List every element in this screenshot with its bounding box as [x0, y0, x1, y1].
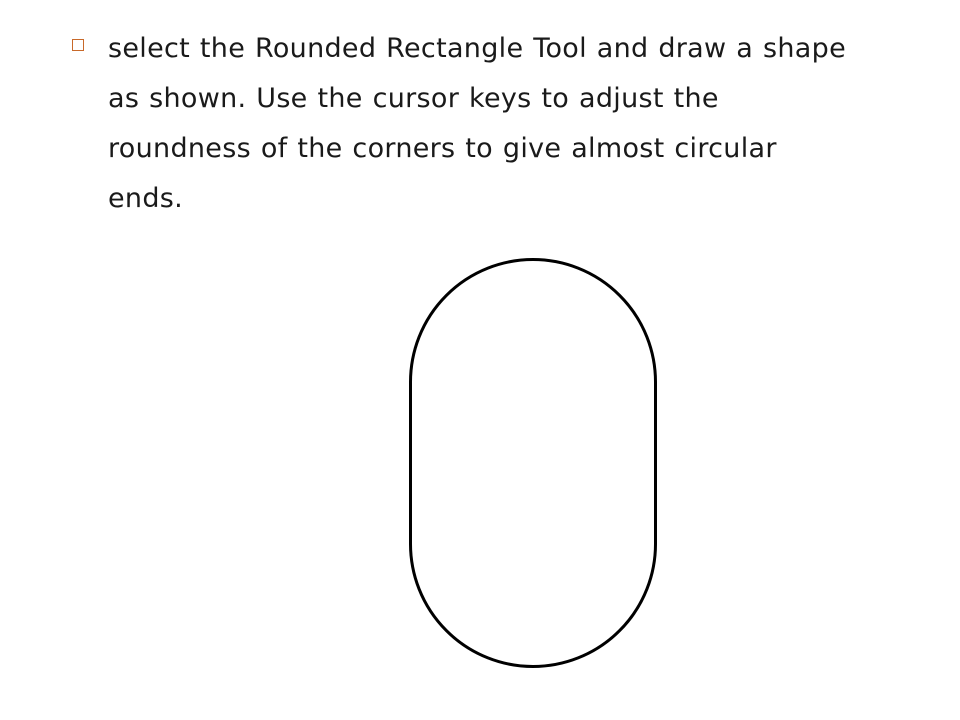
- bullet-text: select the Rounded Rectangle Tool and draw a shape as shown. Use the cursor keys to adjust the roundness of the corners to give almost circular ends.: [108, 33, 846, 214]
- rounded-rectangle-shape: [409, 258, 657, 668]
- bullet-item: [72, 24, 852, 224]
- square-bullet-icon: [72, 39, 84, 51]
